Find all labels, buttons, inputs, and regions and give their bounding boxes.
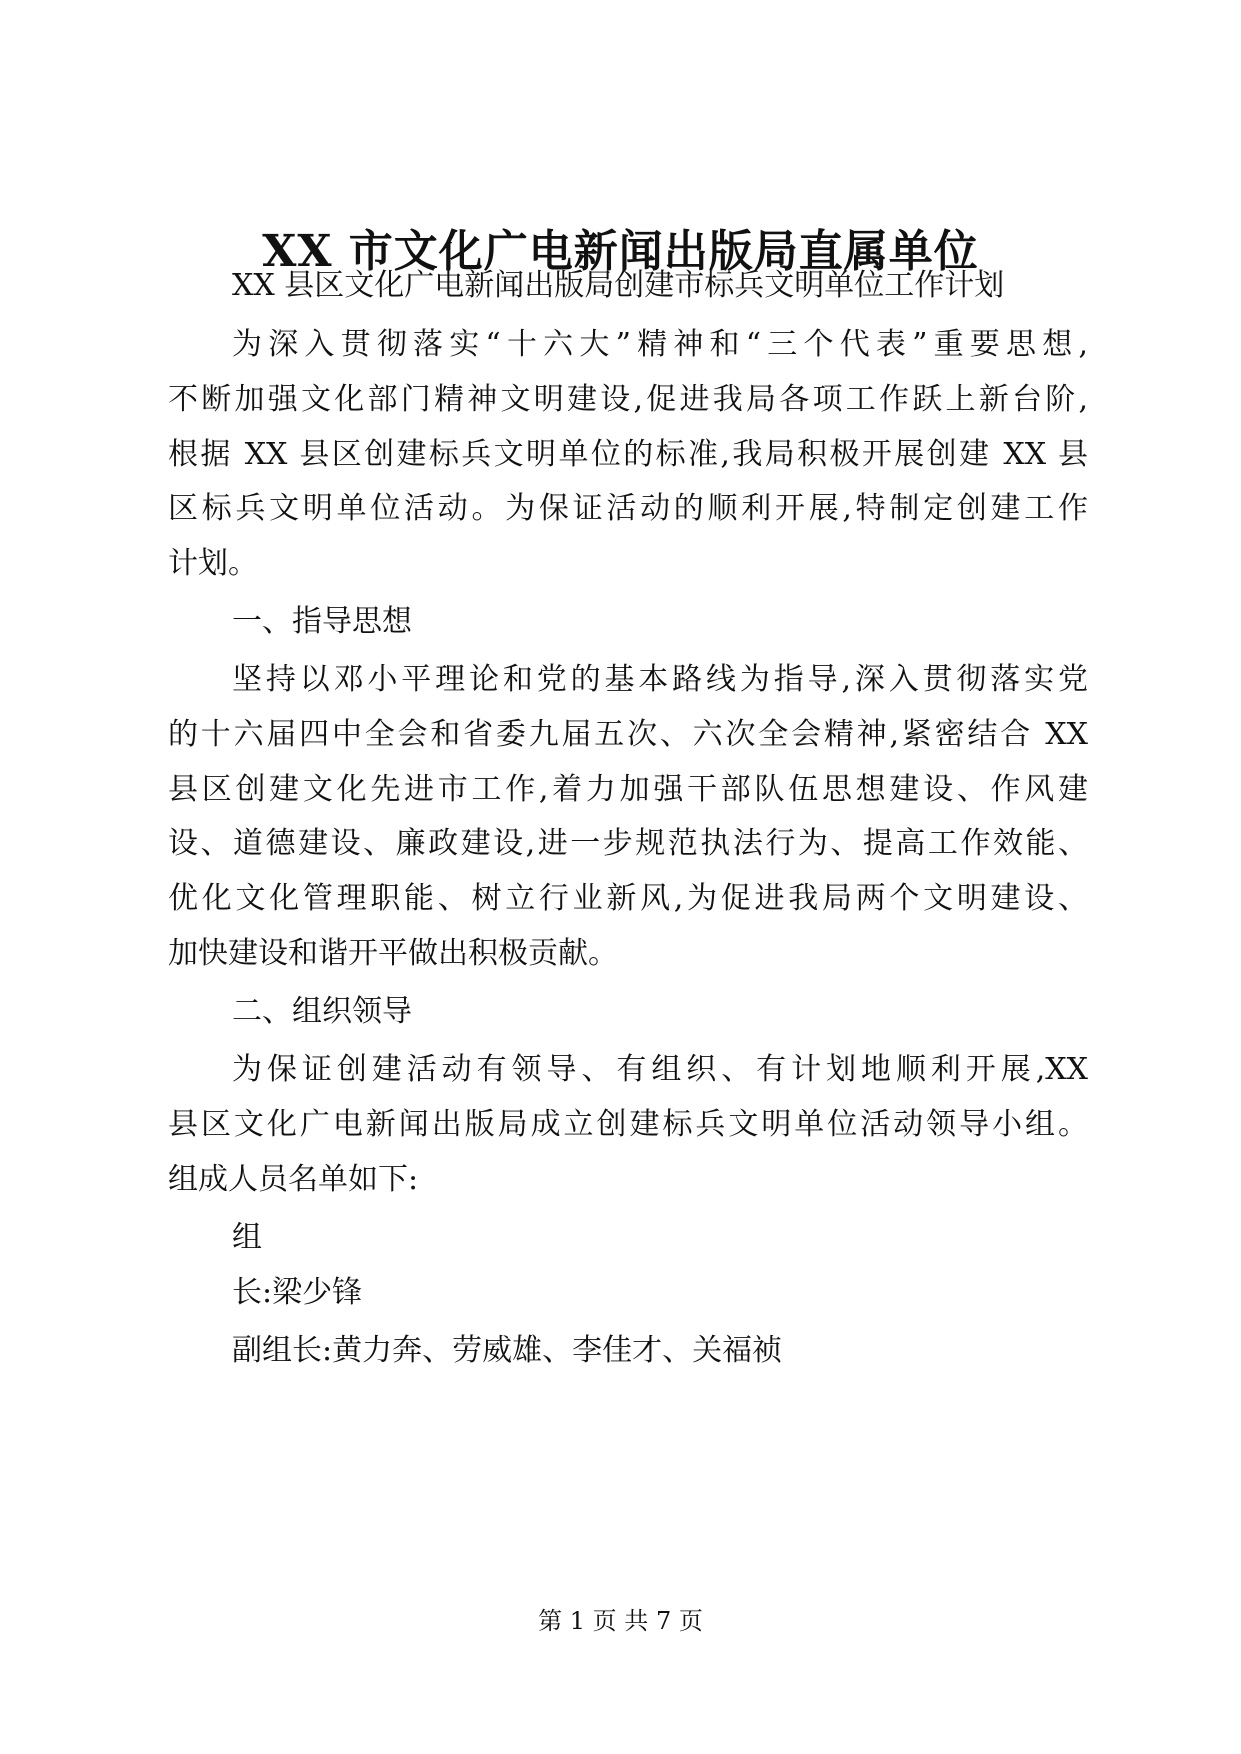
intro-line-4: 区标兵文明单位活动。为保证活动的顺利开展,特制定创建工作 bbox=[168, 491, 1088, 526]
section1-line-4: 设、道德建设、廉政建设,进一步规范执法行为、提高工作效能、 bbox=[168, 826, 1088, 861]
intro-line-1: 为深入贯彻落实“十六大”精神和“三个代表”重要思想, bbox=[232, 327, 1088, 362]
section1-line-1: 坚持以邓小平理论和党的基本路线为指导,深入贯彻落实党 bbox=[232, 662, 1088, 697]
intro-line-3: 根据 XX 县区创建标兵文明单位的标准,我局积极开展创建 XX 县 bbox=[168, 437, 1088, 472]
section1-line-2: 的十六届四中全会和省委九届五次、六次全会精神,紧密结合 XX bbox=[168, 717, 1088, 752]
section1-heading: 一、指导思想 bbox=[232, 604, 412, 639]
document-title: XX 市文化广电新闻出版局直属单位 bbox=[262, 226, 979, 277]
section2-line-2: 县区文化广电新闻出版局成立创建标兵文明单位活动领导小组。 bbox=[168, 1107, 1088, 1142]
leader-label-line-1: 组 bbox=[232, 1220, 262, 1255]
section2-line-1: 为保证创建活动有领导、有组织、有计划地顺利开展,XX bbox=[232, 1052, 1088, 1087]
intro-line-5: 计划。 bbox=[168, 546, 258, 581]
section1-line-3: 县区创建文化先进市工作,着力加强干部队伍思想建设、作风建 bbox=[168, 772, 1088, 807]
document-subtitle: XX 县区文化广电新闻出版局创建市标兵文明单位工作计划 bbox=[232, 268, 1005, 303]
section1-line-5: 优化文化管理职能、树立行业新风,为促进我局两个文明建设、 bbox=[168, 881, 1088, 916]
intro-line-2: 不断加强文化部门精神文明建设,促进我局各项工作跃上新台阶, bbox=[168, 382, 1088, 417]
deputy-leaders: 副组长:黄力奔、劳威雄、李佳才、关福祯 bbox=[232, 1333, 783, 1368]
page-footer: 第 1 页 共 7 页 bbox=[538, 1607, 703, 1635]
section2-line-3: 组成人员名单如下: bbox=[168, 1162, 419, 1197]
leader-label-line-2: 长:梁少锋 bbox=[232, 1275, 363, 1310]
section1-line-6: 加快建设和谐开平做出积极贡献。 bbox=[168, 936, 618, 971]
section2-heading: 二、组织领导 bbox=[232, 994, 412, 1029]
